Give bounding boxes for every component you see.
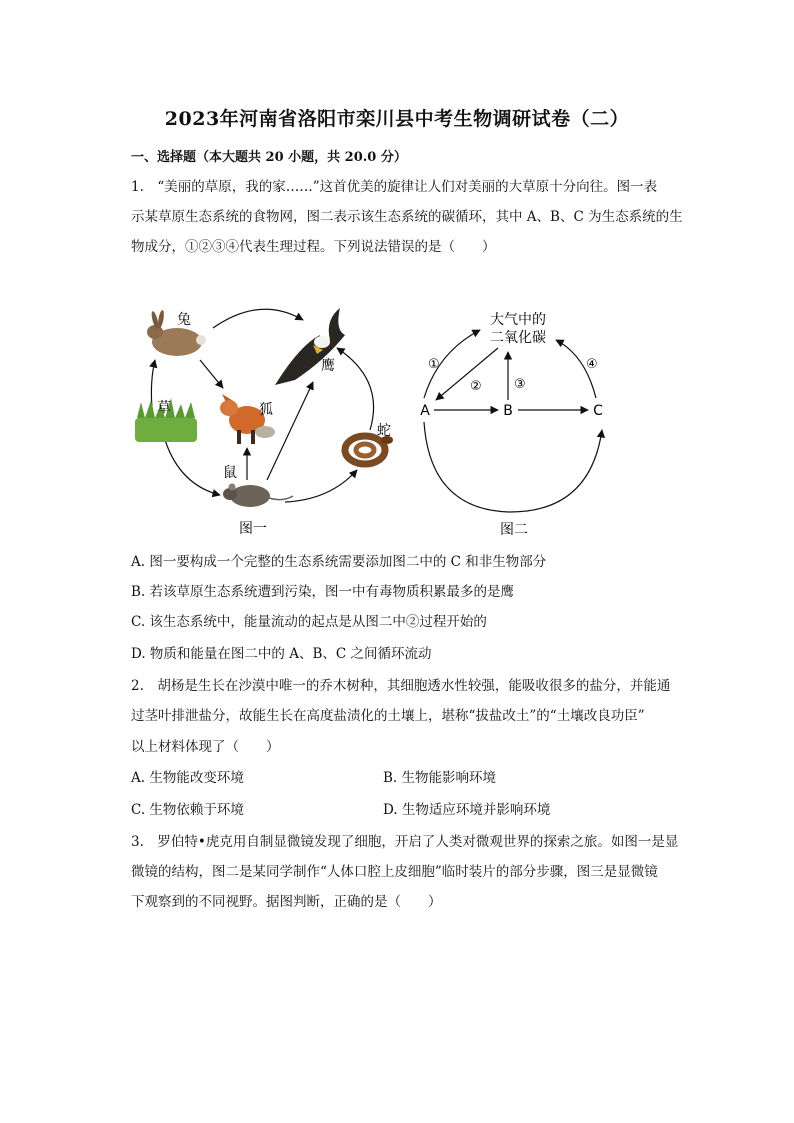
label-fox: 狐 xyxy=(259,402,273,418)
q2-line-2: 过茎叶排泄盐分，故能生长在高度盐渍化的土壤上，堪称“拔盐改土”的“土壤改良功臣” xyxy=(131,708,645,724)
arrow-mouse-snake xyxy=(285,470,357,502)
figure1-caption: 图一 xyxy=(239,521,267,537)
q1-option-a[interactable]: A. 图一要构成一个完整的生态系统需要添加图二中的 C 和非生物部分 xyxy=(131,554,547,570)
q3-line-1: 3. 罗伯特•虎克用自制显微镜发现了细胞，开启了人类对微观世界的探索之旅。如图一是显 xyxy=(131,834,679,850)
node-c: C xyxy=(593,403,603,419)
q2-option-a[interactable]: A. 生物能改变环境 xyxy=(131,770,244,786)
carbon-cycle-figure xyxy=(410,300,620,545)
q2-option-c[interactable]: C. 生物依赖于环境 xyxy=(131,802,244,818)
arrow-rabbit-fox xyxy=(200,360,223,388)
page-title: 2023年河南省洛阳市栾川县中考生物调研试卷（二） xyxy=(164,108,630,130)
arrow-rabbit-eagle xyxy=(213,309,303,328)
label-eagle: 鹰 xyxy=(321,358,335,374)
process-4: ④ xyxy=(586,357,598,372)
mouse-image xyxy=(223,484,293,508)
q1-option-c[interactable]: C. 该生态系统中，能量流动的起点是从图二中②过程开始的 xyxy=(131,614,487,630)
process-3: ③ xyxy=(514,377,526,392)
q1-option-d[interactable]: D. 物质和能量在图二中的 A、B、C 之间循环流动 xyxy=(131,646,432,662)
q3-line-2: 微镜的结构，图二是某同学制作“人体口腔上皮细胞”临时装片的部分步骤，图三是显微镜 xyxy=(131,864,658,880)
section-heading: 一、选择题（本大题共 20 小题，共 20.0 分） xyxy=(131,150,407,165)
food-web-figure xyxy=(125,290,415,545)
node-b: B xyxy=(503,403,513,419)
figure2-caption: 图二 xyxy=(500,522,528,538)
q1-line-2: 示某草原生态系统的食物网，图二表示该生态系统的碳循环，其中 A、B、C 为生态系统的生 xyxy=(131,209,683,225)
arrow-snake-eagle xyxy=(337,348,374,430)
q2-option-d[interactable]: D. 生物适应环境并影响环境 xyxy=(383,802,551,818)
q1-option-b[interactable]: B. 若该草原生态系统遭到污染，图一中有毒物质积累最多的是鹰 xyxy=(131,584,515,600)
process-1: ① xyxy=(428,357,440,372)
snake-image xyxy=(345,436,393,464)
node-a: A xyxy=(420,403,430,419)
q2-line-3: 以上材料体现了（ ） xyxy=(131,739,280,755)
label-mouse: 鼠 xyxy=(223,465,237,481)
atmosphere-line-2: 二氧化碳 xyxy=(490,330,546,346)
q1-line-1: 1. “美丽的草原，我的家……”这首优美的旋律让人们对美丽的大草原十分向往。图一表 xyxy=(131,179,658,195)
process-2: ② xyxy=(470,379,482,394)
atmosphere-line-1: 大气中的 xyxy=(490,312,546,328)
q2-option-b[interactable]: B. 生物能影响环境 xyxy=(383,770,497,786)
label-snake: 蛇 xyxy=(377,423,391,439)
q3-line-3: 下观察到的不同视野。据图判断，正确的是（ ） xyxy=(131,894,442,910)
arrow-grass-mouse xyxy=(165,440,220,495)
label-rabbit: 兔 xyxy=(177,312,191,328)
q2-line-1: 2. 胡杨是生长在沙漠中唯一的乔木树种，其细胞透水性较强，能吸收很多的盐分，并能通 xyxy=(131,678,671,694)
label-grass: 草 xyxy=(157,400,171,416)
q1-line-3: 物成分，①②③④代表生理过程。下列说法错误的是（ ） xyxy=(131,239,496,255)
